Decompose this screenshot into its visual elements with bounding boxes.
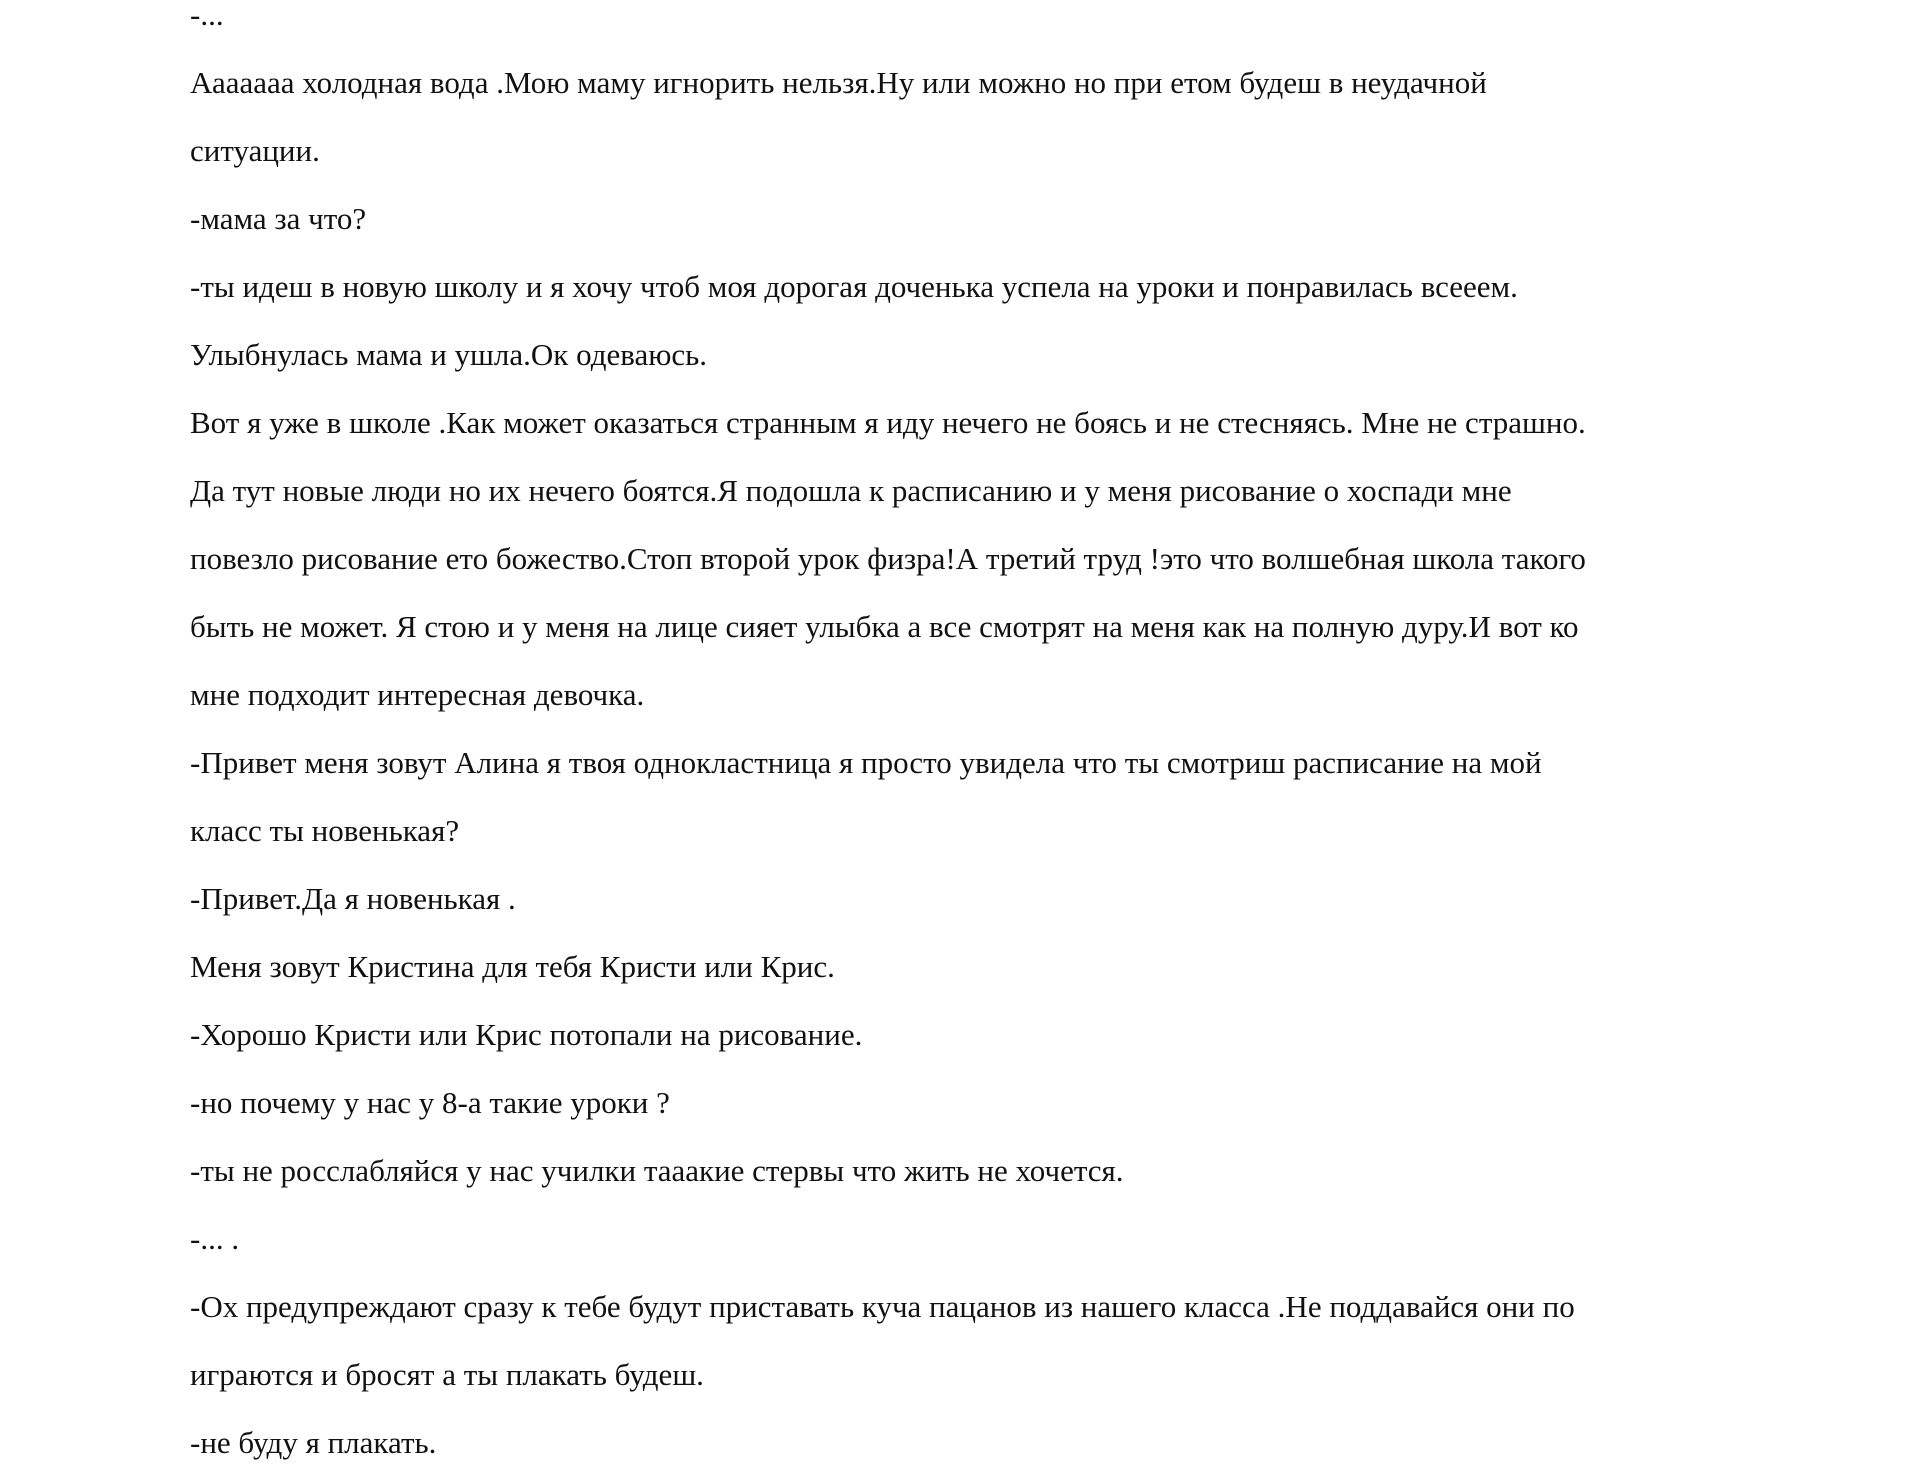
text-line: Вот я уже в школе .Как может оказаться странным я иду нечего не боясь и не стесняясь. Мне не страшно.	[190, 405, 1586, 440]
text-line: Ааааааа холодная вода .Мою маму игнорить нельзя.Ну или можно но при етом будеш в неудачной	[190, 65, 1487, 100]
text-line: Меня зовут Кристина для тебя Кристи или Крис.	[190, 949, 835, 984]
text-line: повезло рисование ето божество.Стоп второй урок физра!А третий труд !это что волшебная школа такого	[190, 541, 1586, 576]
text-line: ситуации.	[190, 133, 320, 168]
text-line: мне подходит интересная девочка.	[190, 677, 645, 712]
text-line: Да тут новые люди но их нечего боятся.Я подошла к расписанию и у меня рисование о хоспади мне	[190, 473, 1512, 508]
text-line: быть не может. Я стою и у меня на лице сияет улыбка а все смотрят на меня как на полную дуру.И вот ко	[190, 609, 1579, 644]
text-line: играются и бросят а ты плакать будеш.	[190, 1357, 704, 1392]
text-line: класс ты новенькая?	[190, 813, 460, 848]
text-line: -Хорошо Кристи или Крис потопали на рисование.	[190, 1017, 863, 1052]
text-line: -ты не росслабляйся у нас училки тааакие стервы что жить не хочется.	[190, 1153, 1124, 1188]
text-line: -Привет.Да я новенькая .	[190, 881, 516, 916]
text-line: -...	[190, 0, 224, 32]
document-page	[190, 0, 1750, 1477]
text-line: -Привет меня зовут Алина я твоя однокластница я просто увидела что ты смотриш расписание на мой	[190, 745, 1542, 780]
text-line: -... .	[190, 1221, 240, 1256]
text-line: -но почему у нас у 8-а такие уроки ?	[190, 1085, 670, 1120]
text-line: -не буду я плакать.	[190, 1425, 437, 1460]
text-line: -мама за что?	[190, 201, 367, 236]
text-line: Улыбнулась мама и ушла.Ок одеваюсь.	[190, 337, 708, 372]
text-line: -Ох предупреждают сразу к тебе будут приставать куча пацанов из нашего класса .Не поддавайся они по	[190, 1289, 1575, 1324]
text-line: -ты идеш в новую школу и я хочу чтоб моя дорогая доченька успела на уроки и понравилась всееем.	[190, 269, 1518, 304]
